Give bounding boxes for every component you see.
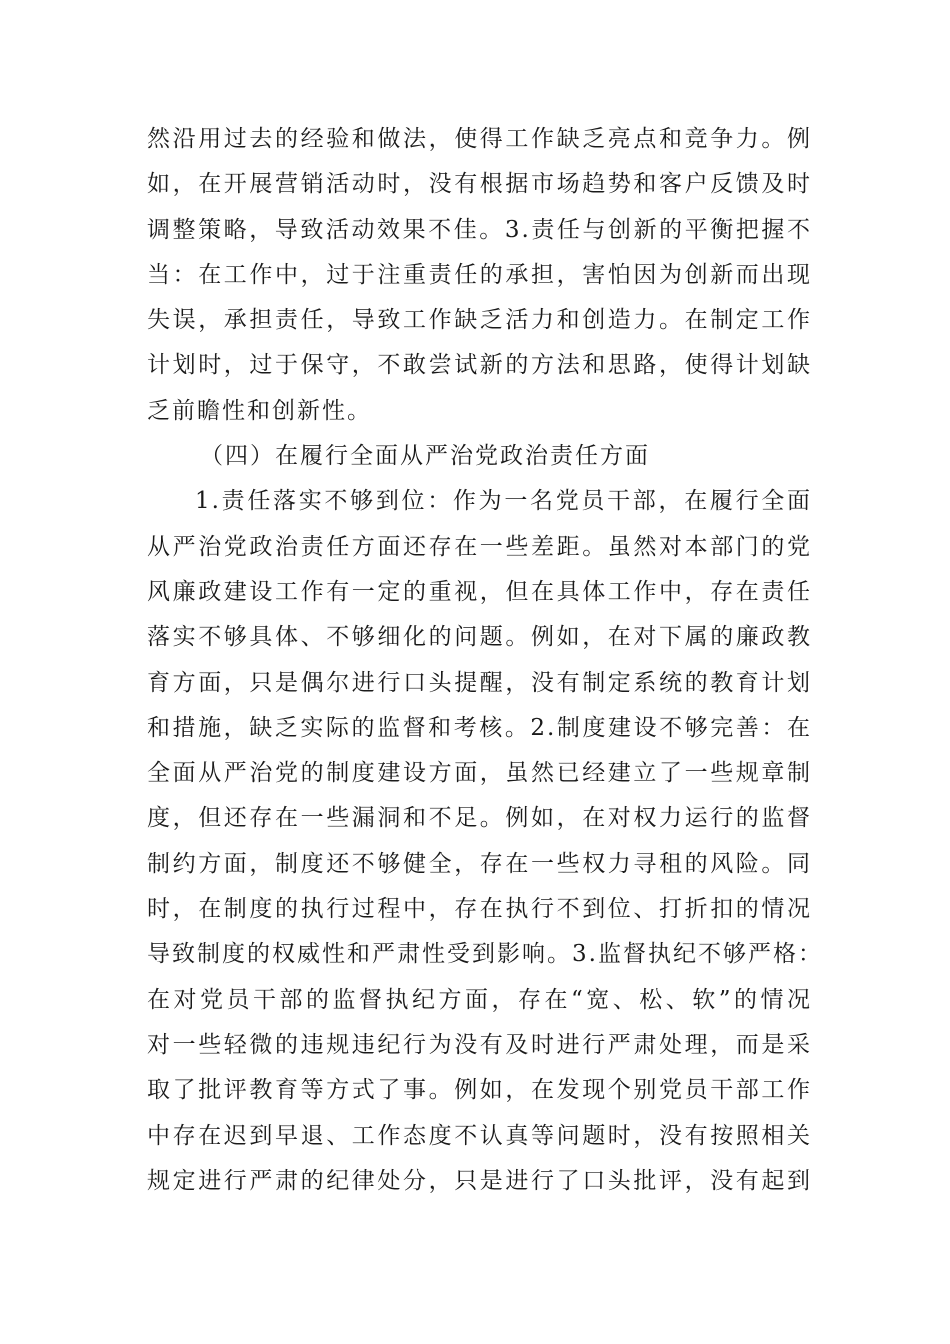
text-line: 风廉政建设工作有一定的重视，但在具体工作中，存在责任	[147, 578, 812, 605]
text-line: 如，在开展营销活动时，没有根据市场趋势和客户反馈及时	[147, 171, 812, 198]
text-line: 失误，承担责任，导致工作缺乏活力和创造力。在制定工作	[147, 307, 812, 334]
text-line: 从严治党政治责任方面还存在一些差距。虽然对本部门的党	[147, 533, 812, 560]
text-line: 落实不够具体、不够细化的问题。例如，在对下属的廉政教	[147, 624, 812, 651]
text-line: 和措施，缺乏实际的监督和考核。2.制度建设不够完善：在	[147, 714, 812, 741]
text-line: 育方面，只是偶尔进行口头提醒，没有制定系统的教育计划	[147, 669, 812, 696]
text-line: 导致制度的权威性和严肃性受到影响。3.监督执纪不够严格：	[147, 941, 823, 968]
text-line: 制约方面，制度还不够健全，存在一些权力寻租的风险。同	[147, 850, 812, 877]
section-heading: （四）在履行全面从严治党政治责任方面	[200, 443, 650, 470]
text-line: 在对党员干部的监督执纪方面，存在“宽、松、软”的情况	[147, 986, 812, 1013]
text-line: 调整策略，导致活动效果不佳。3.责任与创新的平衡把握不	[147, 216, 812, 243]
text-line: 1.责任落实不够到位：作为一名党员干部，在履行全面	[195, 488, 812, 515]
text-line: 取了批评教育等方式了事。例如，在发现个别党员干部工作	[147, 1077, 812, 1104]
text-line: 全面从严治党的制度建设方面，虽然已经建立了一些规章制	[147, 760, 812, 787]
text-line: 乏前瞻性和创新性。	[147, 397, 372, 424]
text-line: 度，但还存在一些漏洞和不足。例如，在对权力运行的监督	[147, 805, 812, 832]
text-line: 中存在迟到早退、工作态度不认真等问题时，没有按照相关	[147, 1122, 812, 1149]
text-line: 对一些轻微的违规违纪行为没有及时进行严肃处理，而是采	[147, 1031, 812, 1058]
text-line: 然沿用过去的经验和做法，使得工作缺乏亮点和竞争力。例	[147, 126, 812, 152]
text-line: 规定进行严肃的纪律处分，只是进行了口头批评，没有起到	[147, 1167, 812, 1194]
text-line: 当：在工作中，过于注重责任的承担，害怕因为创新而出现	[147, 261, 812, 288]
text-line: 时，在制度的执行过程中，存在执行不到位、打折扣的情况	[147, 896, 812, 923]
document-body	[147, 117, 823, 1204]
text-line: 计划时，过于保守，不敢尝试新的方法和思路，使得计划缺	[147, 352, 812, 379]
